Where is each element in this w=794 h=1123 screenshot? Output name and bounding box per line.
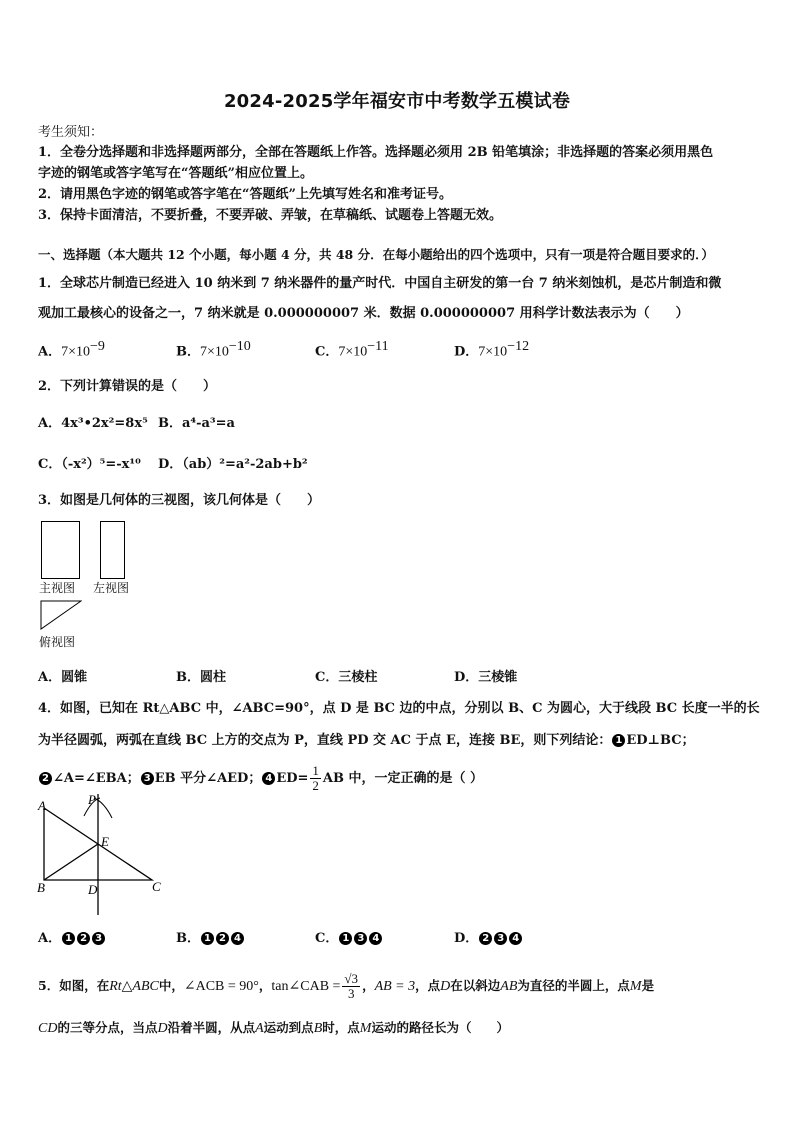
label-e: E: [101, 834, 109, 849]
left-view-rectangle: [100, 521, 125, 579]
question-4-option-c[interactable]: C． 1 3 4: [315, 927, 383, 946]
fraction-sqrt3-over-3: $\frac{√3}{3}$: [344, 971, 359, 1001]
front-view-rectangle: [41, 521, 80, 579]
question-4-line-2: 为半径圆弧，两弧在直线 BC 上方的交点为 P，直线 PD 交 AC 于点 E，连接 BE，则下列结论： 1 ED⊥BC；: [38, 733, 695, 748]
question-1-line-2: 观加工最核心的设备之一，7 纳米就是 0.000000007 米．数据 0.000000007 用科学计数法表示为（ ）: [38, 306, 689, 321]
question-1-line-1: 1．全球芯片制造已经进入 10 纳米到 7 纳米器件的量产时代．中国自主研发的第一台 7 纳米刻蚀机，是芯片制造和微: [38, 276, 722, 291]
question-4-option-b[interactable]: B． 1 2 4: [176, 927, 245, 946]
question-5-line-1: 5．如图，在Rt△ABC中，∠ACB = 90°，tan∠CAB = $\frac{√3}{3}$ ，AB = 3，点D在以斜边AB为直径的半圆上，点M是: [38, 971, 655, 1001]
triangle-figure: [34, 790, 170, 920]
circled-1: 1: [612, 734, 625, 747]
question-2-option-b[interactable]: B．a⁴-a³=a: [158, 416, 235, 431]
top-view-label: 俯视图: [39, 635, 76, 649]
fraction-one-half: $\frac{1}{2}$: [312, 763, 319, 793]
question-1-option-d[interactable]: D．$7\times 10^{-12}$: [454, 339, 530, 360]
question-3-option-a[interactable]: A．圆锥: [38, 670, 88, 685]
circled-2: 2: [39, 772, 52, 785]
notice-item-2: 2．请用黑色字迹的钢笔或答字笔在“答题纸”上先填写姓名和准考证号。: [38, 187, 453, 202]
front-view-label: 主视图: [39, 581, 76, 595]
section-heading: 一、选择题（本大题共 12 个小题，每小题 4 分，共 48 分．在每小题给出的四个选项中，只有一项是符合题目要求的．）: [38, 247, 714, 262]
question-4-line-3: 2 ∠A=∠EBA； 3 EB 平分∠AED； 4 ED= $\frac{1}{2}$ AB 中，一定正确的是（ ）: [38, 764, 483, 793]
question-3-option-c[interactable]: C．三棱柱: [315, 670, 378, 685]
circled-3: 3: [141, 772, 154, 785]
question-1-option-a[interactable]: A．$7\times 10^{-9}$: [38, 339, 105, 360]
notice-item-3: 3．保持卡面清洁，不要折叠，不要弄破、弄皱，在草稿纸、试题卷上答题无效。: [38, 208, 503, 223]
notice-heading: 考生须知：: [38, 125, 104, 140]
page-title: 2024-2025学年福安市中考数学五模试卷: [223, 91, 571, 112]
question-4-line-1: 4．如图，已知在 Rt△ABC 中，∠ABC=90°，点 D 是 BC 边的中点，分别以 B、C 为圆心，大于线段 BC 长度一半的长: [38, 701, 760, 716]
label-c: C: [152, 879, 161, 894]
question-4-option-d[interactable]: D． 2 3 4: [454, 927, 523, 946]
label-b: B: [37, 880, 45, 895]
left-view-label: 左视图: [93, 581, 130, 595]
label-a: A: [38, 798, 46, 813]
label-d: D: [88, 882, 98, 897]
question-2-option-d[interactable]: D．（ab）²=a²-2ab+b²: [158, 457, 308, 472]
question-2-option-a[interactable]: A．4x³•2x²=8x⁵: [38, 416, 148, 431]
circled-4: 4: [262, 772, 275, 785]
question-3-option-b[interactable]: B．圆柱: [176, 670, 226, 685]
question-1-option-b[interactable]: B．$7\times 10^{-10}$: [176, 339, 251, 360]
question-5-line-2: CD的三等分点，当点D沿着半圆，从点A运动到点B时，点M运动的路径长为（ ）: [38, 1020, 509, 1036]
question-2-option-c[interactable]: C．（-x²）⁵=-x¹⁰: [38, 457, 141, 472]
question-4-option-a[interactable]: A． 1 2 3: [38, 927, 106, 946]
notice-item-1-line-1: 1．全卷分选择题和非选择题两部分，全部在答题纸上作答。选择题必须用 2B 铅笔填涂；非选择题的答案必须用黑色: [38, 145, 714, 160]
top-view-triangle: [40, 600, 82, 630]
question-2-stem: 2．下列计算错误的是（ ）: [38, 379, 217, 394]
question-1-option-c[interactable]: C．$7\times 10^{-11}$: [315, 339, 389, 360]
label-p: P: [88, 792, 96, 807]
question-3-stem: 3．如图是几何体的三视图，该几何体是（ ）: [38, 493, 321, 508]
notice-item-1-line-2: 字迹的钢笔或答字笔写在“答题纸”相应位置上。: [38, 166, 313, 181]
question-3-option-d[interactable]: D．三棱锥: [454, 670, 518, 685]
